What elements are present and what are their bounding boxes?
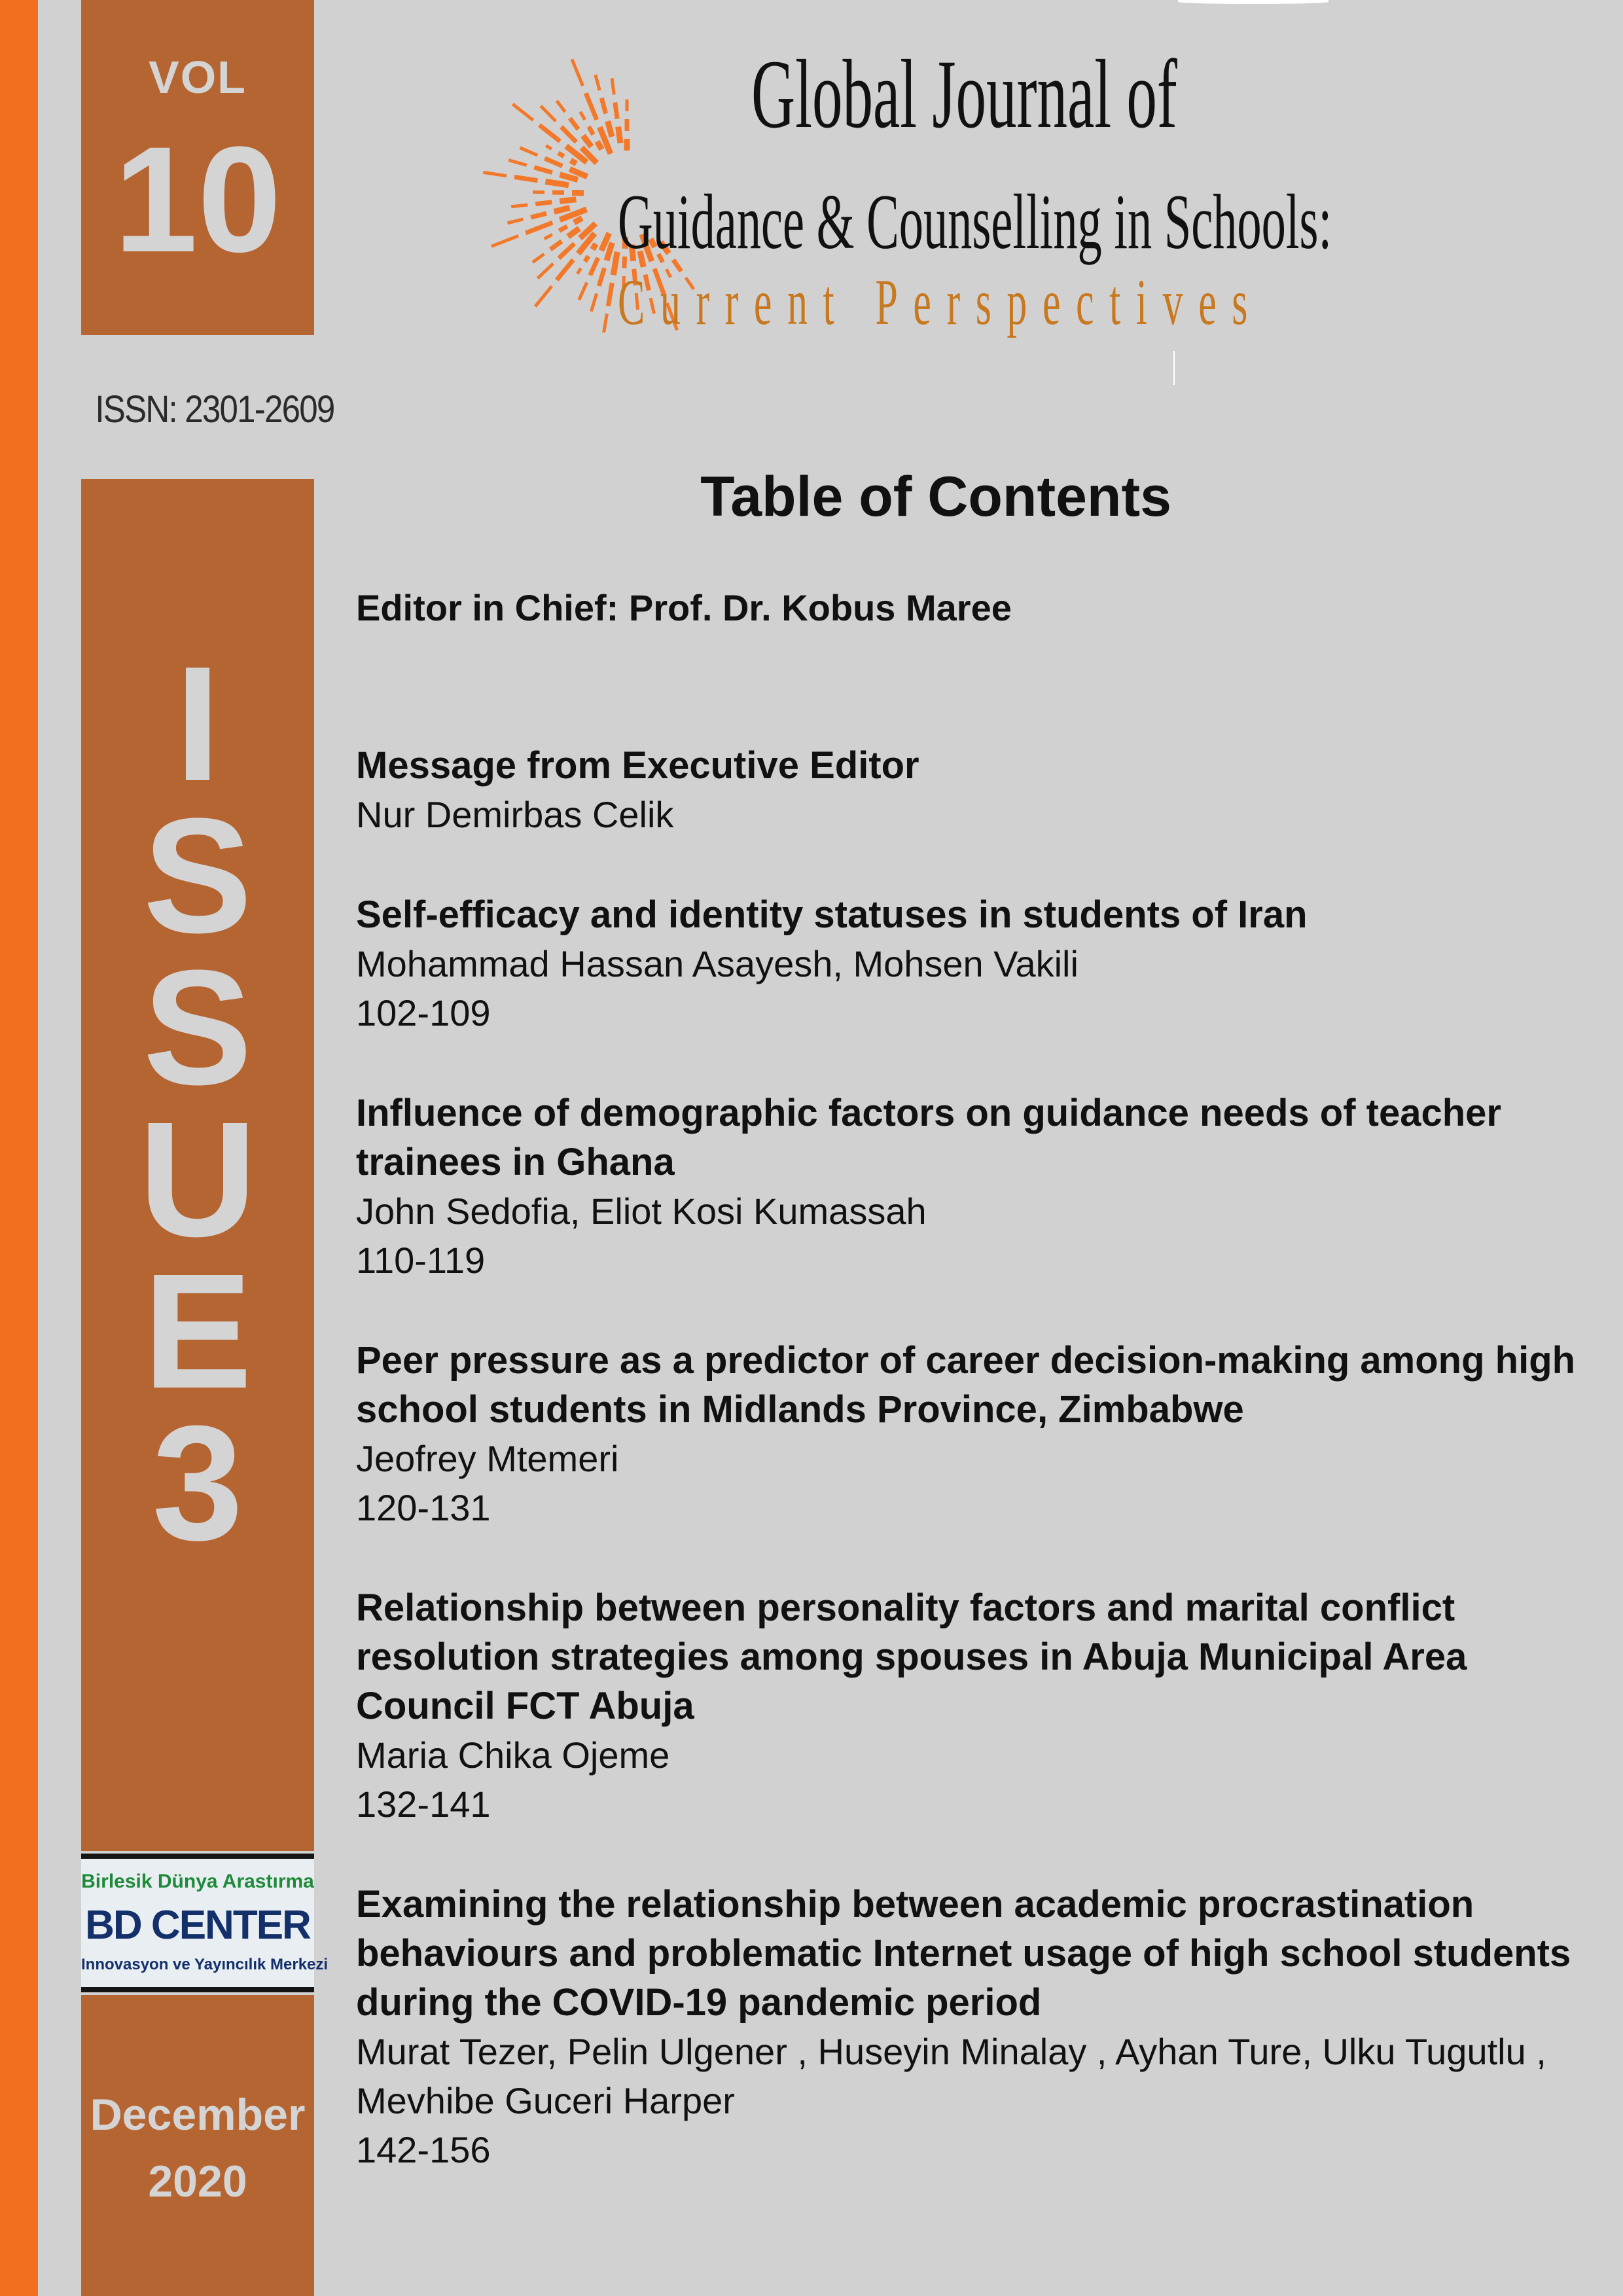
sunburst-ray — [579, 282, 587, 300]
sunburst-ray — [534, 168, 552, 173]
article-title[interactable]: Relationship between personality factors and marital conflict resolution strategies among spouses in Abuja Municipal Area Council FCT Abuja — [356, 1587, 1467, 1727]
article-title[interactable]: Message from Executive Editor — [356, 744, 919, 787]
toc-entry[interactable] — [356, 1088, 1599, 1285]
issue-vertical-label — [81, 632, 314, 1574]
sunburst-ray — [589, 126, 594, 134]
sunburst-ray — [511, 205, 527, 207]
issue-letter: I — [175, 632, 221, 815]
article-pages: 102-109 — [356, 992, 491, 1033]
sunburst-ray — [592, 244, 596, 250]
sunburst-ray — [585, 256, 588, 262]
sunburst-ray — [554, 207, 570, 211]
sunburst-ray — [539, 125, 560, 141]
article-pages: 120-131 — [356, 1487, 491, 1528]
issue-letter: U — [138, 1088, 257, 1270]
sunburst-ray — [545, 181, 569, 185]
publisher-logo-line3: Innovasyon ve Yayıncılık Merkezi — [81, 1956, 329, 1973]
page-title: Table of Contents — [700, 465, 1171, 528]
article-authors: Murat Tezer, Pelin Ulgener , Huseyin Minalay , Ayhan Ture, Ulku Tugutlu , Mevhibe Guceri Harper — [356, 2031, 1546, 2121]
issue-month: December — [90, 2090, 306, 2140]
issue-letter: S — [143, 936, 253, 1119]
sunburst-ray — [557, 101, 565, 112]
sunburst-ray — [571, 160, 577, 164]
article-pages: 142-156 — [356, 2129, 491, 2170]
sunburst-ray — [570, 118, 579, 130]
toc-entry[interactable] — [356, 741, 1599, 839]
sunburst-ray — [533, 254, 544, 262]
article-authors: Jeofrey Mtemeri — [356, 1438, 619, 1479]
sunburst-ray — [601, 98, 605, 114]
sunburst-ray — [559, 243, 575, 258]
sunburst-ray — [562, 127, 577, 142]
sunburst-ray — [514, 177, 538, 180]
sunburst-ray — [535, 286, 552, 306]
journal-title-line1: Global Journal of — [751, 40, 1177, 149]
sunburst-ray — [559, 226, 567, 231]
sunburst-ray — [572, 60, 583, 86]
article-authors: Nur Demirbas Celik — [356, 794, 674, 835]
sunburst-ray — [491, 236, 518, 246]
table-of-contents — [356, 741, 1599, 2225]
sunburst-ray — [508, 160, 527, 166]
sunburst-ray — [590, 258, 598, 276]
volume-number: 10 — [114, 115, 281, 283]
sunburst-ray — [558, 153, 564, 156]
sunburst-ray — [541, 106, 556, 121]
sunburst-ray — [612, 78, 614, 94]
sunburst-ray — [557, 260, 573, 280]
sunburst-ray — [507, 219, 523, 223]
article-title[interactable]: Peer pressure as a predictor of career decision-making among high school students in Midlands Province, Zimbabwe — [356, 1339, 1576, 1431]
divider — [1173, 351, 1175, 385]
sunburst-ray — [544, 234, 552, 239]
editor-in-chief: Editor in Chief: Prof. Dr. Kobus Maree — [356, 587, 1012, 628]
journal-subtitle: Current Perspectives — [618, 266, 1264, 338]
article-title[interactable]: Examining the relationship between academic procrastination behaviours and problematic Internet usage of high school students during the COVID-19 pandemic period — [356, 1883, 1571, 2024]
sunburst-ray — [580, 112, 585, 120]
issue-letter: E — [143, 1240, 253, 1422]
sunburst-ray — [574, 218, 582, 223]
article-pages: 132-141 — [356, 1784, 491, 1825]
sunburst-ray — [568, 228, 579, 237]
toc-entry[interactable] — [356, 1583, 1599, 1829]
sunburst-ray — [599, 268, 604, 286]
article-title[interactable]: Self-efficacy and identity statuses in students of Iran — [356, 893, 1308, 936]
sunburst-ray — [586, 93, 597, 120]
sunburst-ray — [603, 314, 607, 332]
sunburst-ray — [618, 127, 620, 143]
sunburst-ray — [583, 135, 592, 147]
sunburst-ray — [615, 103, 617, 119]
publisher-logo-name: BD CENTER — [85, 1903, 310, 1948]
sunburst-ray — [607, 243, 612, 260]
date-block — [81, 1995, 314, 2296]
sunburst-ray — [577, 268, 580, 274]
sunburst-ray — [591, 293, 596, 311]
issn: ISSN: 2301-2609 — [95, 388, 334, 431]
left-orange-stripe — [0, 0, 38, 2296]
publisher-logo-line1: Birlesik Dünya Arastırma — [81, 1871, 314, 1892]
sunburst-ray — [608, 283, 612, 306]
publisher-logo — [81, 1854, 329, 1992]
toc-entry[interactable] — [356, 1880, 1599, 2174]
sunburst-ray — [560, 200, 576, 202]
sunburst-ray — [560, 175, 578, 180]
issue-number: 3 — [152, 1391, 243, 1574]
toc-entry[interactable] — [356, 890, 1599, 1037]
sunburst-ray — [520, 148, 537, 156]
top-decoration — [1178, 0, 1329, 4]
sunburst-ray — [613, 252, 617, 276]
sunburst-ray — [531, 213, 546, 217]
issue-letter: S — [143, 784, 253, 967]
sunburst-ray — [544, 158, 562, 166]
article-pages: 110-119 — [356, 1240, 486, 1281]
sunburst-ray — [550, 242, 562, 250]
article-authors: Mohammad Hassan Asayesh, Mohsen Vakili — [356, 943, 1079, 984]
volume-label: VOL — [149, 52, 247, 103]
sunburst-ray — [596, 75, 599, 90]
article-authors: Maria Chika Ojeme — [356, 1734, 670, 1776]
sunburst-ray — [526, 223, 552, 233]
issue-year: 2020 — [148, 2157, 247, 2206]
sunburst-ray — [535, 202, 552, 204]
article-title[interactable]: Influence of demographic factors on guidance needs of teacher trainees in Ghana — [356, 1092, 1501, 1183]
sunburst-ray — [546, 146, 552, 149]
sunburst-ray — [538, 264, 554, 278]
article-authors: John Sedofia, Eliot Kosi Kumassah — [356, 1191, 927, 1232]
sunburst-ray — [608, 121, 612, 137]
toc-entry[interactable] — [356, 1336, 1599, 1532]
sunburst-ray — [512, 104, 533, 120]
journal-title-line2: Guidance & Counselling in Schools: — [618, 178, 1332, 265]
sunburst-ray — [597, 141, 601, 149]
sunburst-ray — [483, 172, 507, 175]
